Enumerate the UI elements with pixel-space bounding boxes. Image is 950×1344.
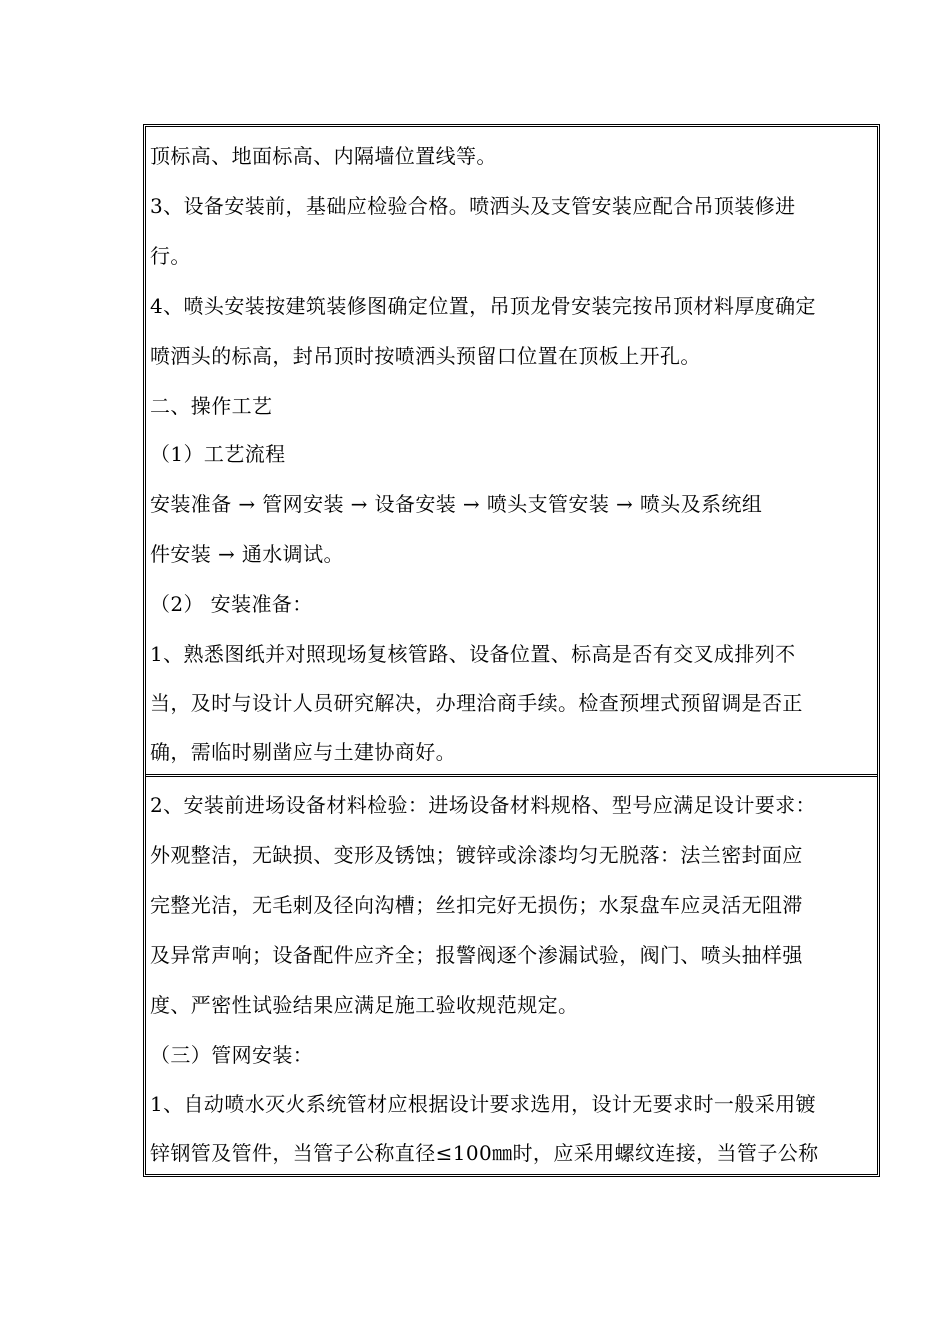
text-line: 确，需临时剔凿应与土建协商好。 <box>150 740 456 764</box>
subsection-heading: （三）管网安装： <box>150 1043 314 1067</box>
text-line: 4、喷头安装按建筑装修图确定位置，吊顶龙骨安装完按吊顶材料厚度确定 <box>150 294 816 318</box>
text-line: 外观整洁，无缺损、变形及锈蚀；镀锌或涂漆均匀无脱落：法兰密封面应 <box>150 843 803 867</box>
text-line: 度、严密性试验结果应满足施工验收规范规定。 <box>150 993 579 1017</box>
subsection-heading: （2） 安装准备： <box>150 592 313 616</box>
text-line: 当，及时与设计人员研究解决，办理洽商手续。检查预埋式预留调是否正 <box>150 691 803 715</box>
process-flow-line: 件安装 → 通水调试。 <box>150 542 344 566</box>
text-line: 完整光洁，无毛刺及径向沟槽；丝扣完好无损伤；水泵盘车应灵活无阻滞 <box>150 893 803 917</box>
subsection-heading: （1）工艺流程 <box>150 442 286 466</box>
text-line: 锌钢管及管件，当管子公称直径≤100㎜时，应采用螺纹连接，当管子公称 <box>150 1141 819 1165</box>
text-line: 行。 <box>150 244 191 268</box>
text-line: 2、安装前进场设备材料检验：进场设备材料规格、型号应满足设计要求： <box>150 793 816 817</box>
document-table <box>143 124 880 1177</box>
section-heading: 二、操作工艺 <box>150 394 273 418</box>
text-line: 及异常声响；设备配件应齐全；报警阀逐个渗漏试验，阀门、喷头抽样强 <box>150 943 803 967</box>
text-line: 3、设备安装前，基础应检验合格。喷洒头及支管安装应配合吊顶装修进 <box>150 194 796 218</box>
text-line: 1、熟悉图纸并对照现场复核管路、设备位置、标高是否有交叉成排列不 <box>150 642 796 666</box>
process-flow-line: 安装准备 → 管网安装 → 设备安装 → 喷头支管安装 → 喷头及系统组 <box>150 492 763 516</box>
text-line: 喷洒头的标高，封吊顶时按喷洒头预留口位置在顶板上开孔。 <box>150 344 701 368</box>
text-line: 顶标高、地面标高、内隔墙位置线等。 <box>150 144 497 168</box>
text-line: 1、自动喷水灭火系统管材应根据设计要求选用，设计无要求时一般采用镀 <box>150 1092 816 1116</box>
table-row-divider <box>146 774 877 777</box>
